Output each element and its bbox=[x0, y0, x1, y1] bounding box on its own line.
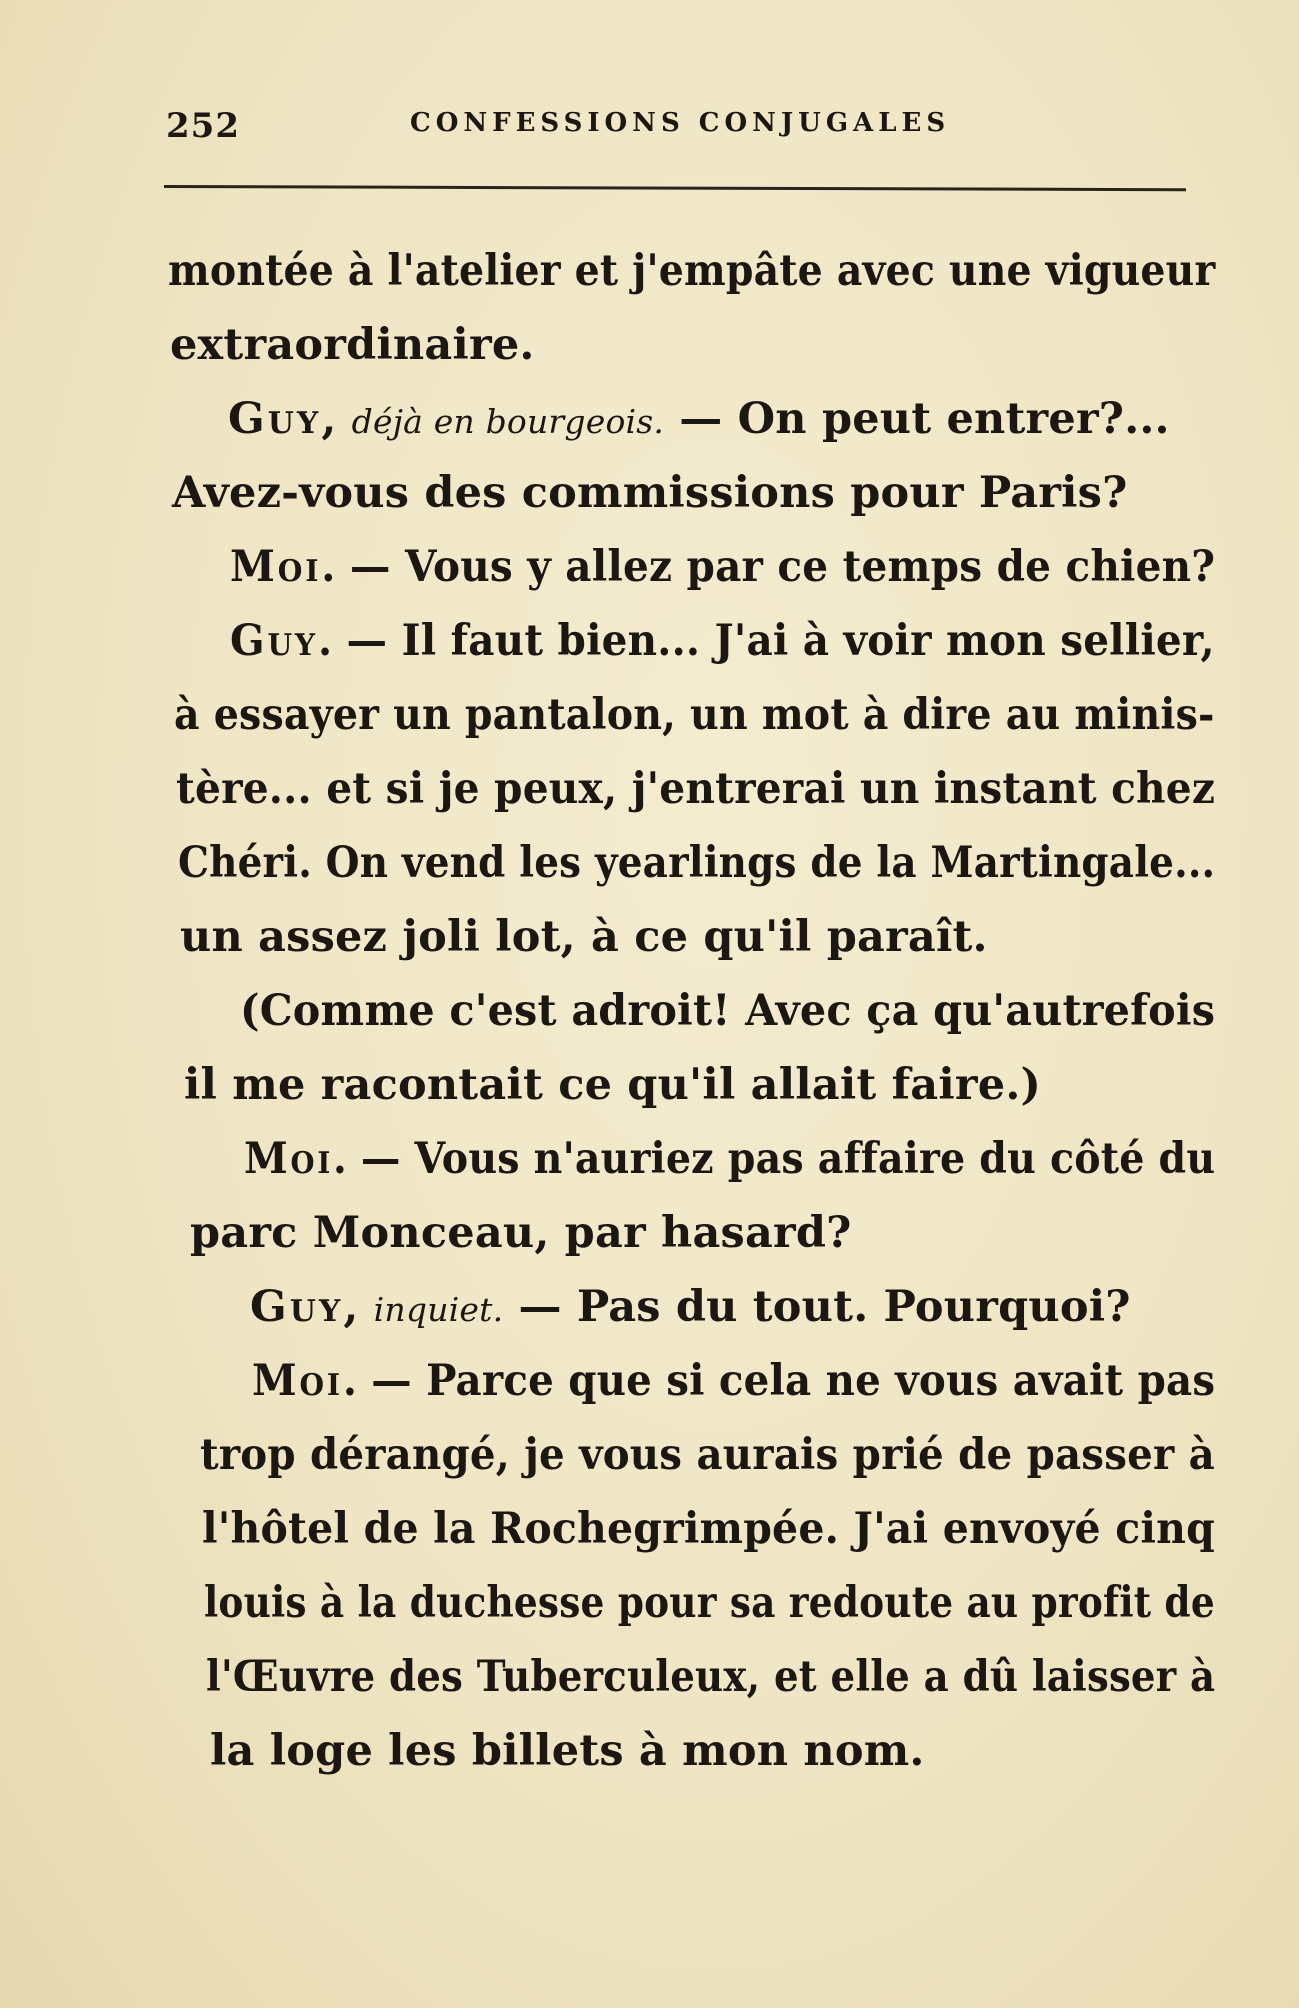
line-text: parc Monceau, par hasard? bbox=[190, 1208, 852, 1258]
line-text: Avez-vous des commissions pour Paris? bbox=[172, 468, 1128, 518]
line-text: à essayer un pantalon, un mot à dire au minis- bbox=[174, 690, 1215, 740]
speaker-name: Moi bbox=[230, 542, 322, 592]
speaker-name: Guy bbox=[230, 616, 318, 666]
text-line bbox=[178, 838, 1216, 888]
line-text: extraordinaire. bbox=[170, 320, 535, 370]
text-line bbox=[168, 246, 1216, 296]
stage-direction: inquiet. bbox=[373, 1290, 504, 1329]
running-title: CONFESSIONS CONJUGALES bbox=[410, 108, 951, 138]
speaker-name: Guy bbox=[228, 394, 322, 444]
text-line bbox=[172, 468, 1128, 518]
speaker-name: Guy bbox=[250, 1282, 344, 1332]
stage-direction: déjà en bourgeois. bbox=[351, 402, 665, 441]
line-text: montée à l'atelier et j'empâte avec une vigueur bbox=[168, 246, 1216, 296]
page-number: 252 bbox=[166, 106, 240, 146]
line-text: l'hôtel de la Rochegrimpée. J'ai envoyé cinq bbox=[202, 1504, 1215, 1554]
text-line bbox=[180, 912, 988, 962]
line-text: trop dérangé, je vous aurais prié de passer à bbox=[200, 1430, 1215, 1480]
line-text: un assez joli lot, à ce qu'il paraît. bbox=[180, 912, 988, 962]
line-text: . — Il faut bien... J'ai à voir mon sellier, bbox=[317, 616, 1215, 666]
text-line bbox=[250, 1282, 1131, 1332]
line-text: , bbox=[343, 1282, 374, 1332]
text-line bbox=[244, 1134, 1216, 1184]
line-text: (Comme c'est adroit! Avec ça qu'autrefois bbox=[240, 986, 1216, 1036]
text-line bbox=[230, 616, 1215, 666]
text-line bbox=[174, 690, 1215, 740]
line-text: tère... et si je peux, j'entrerai un instant chez bbox=[176, 764, 1216, 814]
line-text: il me racontait ce qu'il allait faire.) bbox=[184, 1060, 1042, 1110]
text-line bbox=[240, 986, 1216, 1036]
text-line bbox=[200, 1430, 1215, 1480]
speaker-name: Moi bbox=[252, 1356, 343, 1406]
text-line bbox=[204, 1578, 1215, 1628]
speaker-name: Moi bbox=[244, 1134, 333, 1184]
line-text: — On peut entrer?... bbox=[664, 394, 1170, 444]
text-line bbox=[228, 394, 1170, 444]
line-text: . — Vous y allez par ce temps de chien? bbox=[321, 542, 1216, 592]
line-text: la loge les billets à mon nom. bbox=[210, 1726, 925, 1776]
line-text: Chéri. On vend les yearlings de la Martingale... bbox=[178, 838, 1216, 888]
line-text: louis à la duchesse pour sa redoute au profit de bbox=[204, 1578, 1215, 1628]
text-line bbox=[176, 764, 1216, 814]
line-text: — Pas du tout. Pourquoi? bbox=[503, 1282, 1131, 1332]
text-line bbox=[252, 1356, 1216, 1406]
text-line bbox=[184, 1060, 1042, 1110]
text-line bbox=[202, 1504, 1215, 1554]
line-text: . — Parce que si cela ne vous avait pas bbox=[342, 1356, 1216, 1406]
text-line bbox=[190, 1208, 852, 1258]
text-line bbox=[206, 1652, 1216, 1702]
text-line bbox=[170, 320, 535, 370]
line-text: , bbox=[321, 394, 352, 444]
text-line bbox=[210, 1726, 925, 1776]
text-line bbox=[230, 542, 1216, 592]
line-text: . — Vous n'auriez pas affaire du côté du bbox=[332, 1134, 1216, 1184]
line-text: l'Œuvre des Tuberculeux, et elle a dû laisser à bbox=[206, 1652, 1216, 1702]
